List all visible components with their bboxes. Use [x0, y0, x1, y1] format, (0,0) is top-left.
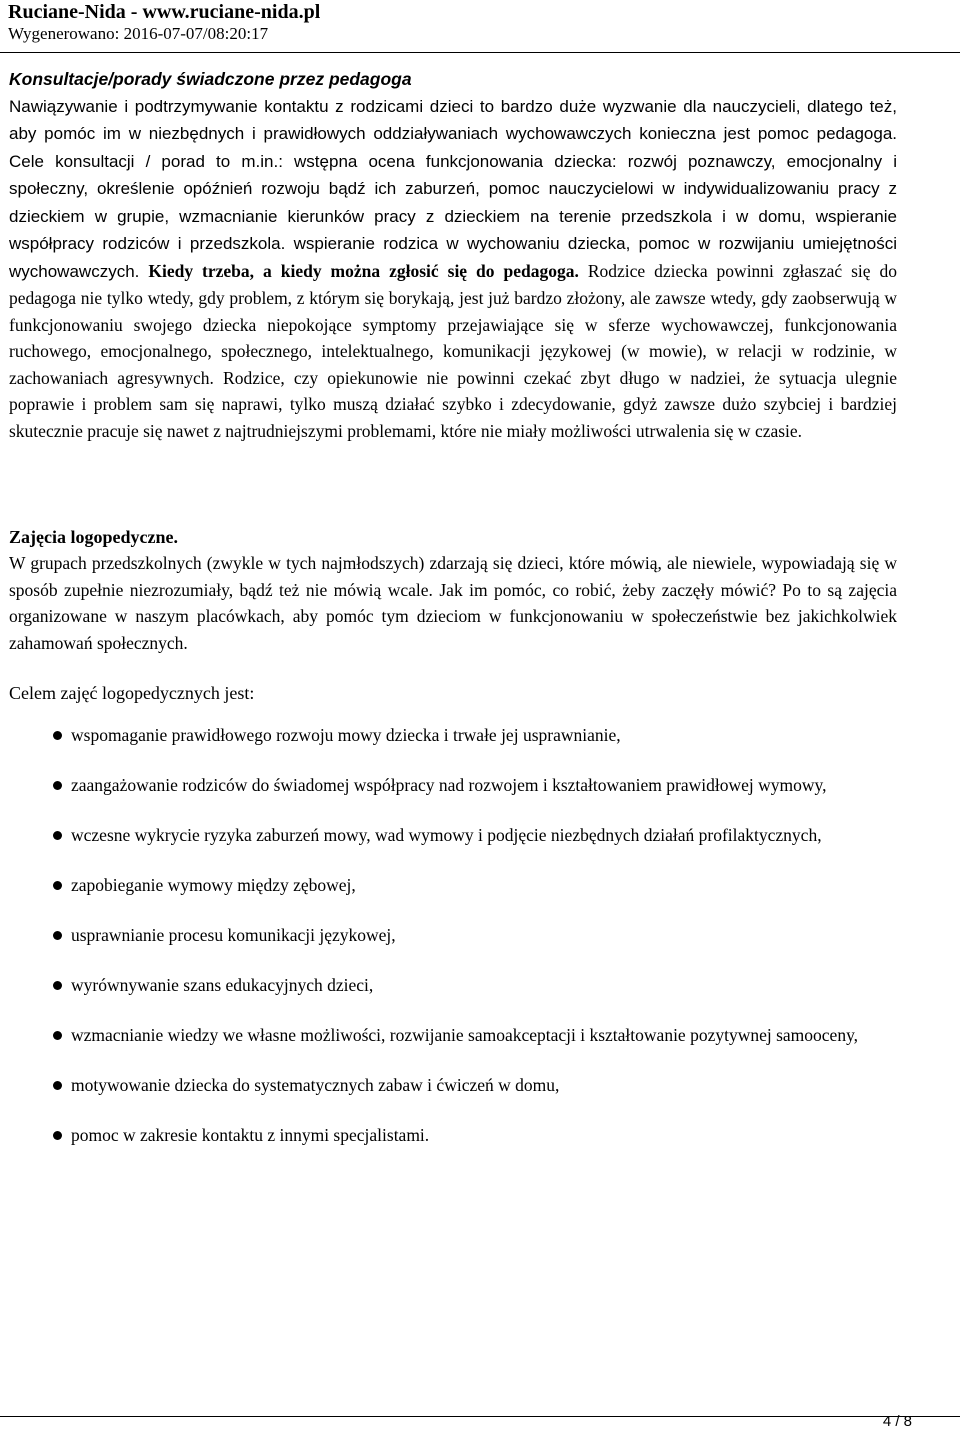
generated-timestamp: Wygenerowano: 2016-07-07/08:20:17 — [8, 24, 269, 43]
bullet-icon — [53, 781, 62, 790]
speech-therapy-paragraph: W grupach przedszkolnych (zwykle w tych najmłodszych) zdarzają się dzieci, które mówią, ale niewiele, wypowiadają się w sposób zupełnie niezrozumiały, bądź też nie mówią wcale. Jak im pomóc, co robić, żeby zaczęły mówić? Po to są zajęcia organizowane w naszym placówkach, aby pomóc tym dzieciom w funkcjonowaniu w społeczeństwie bez jakichkolwiek zahamowań społecznych. — [9, 553, 897, 653]
list-item: wzmacnianie wiedzy we własne możliwości, rozwijanie samoakceptacji i kształtowanie pozytywnej samooceny, — [9, 1022, 897, 1049]
document-content — [9, 66, 897, 1172]
list-item: zaangażowanie rodziców do świadomej współpracy nad rozwojem i kształtowaniem prawidłowej wymowy, — [9, 772, 897, 799]
list-item: wspomaganie prawidłowego rozwoju mowy dziecka i trwałe jej usprawnianie, — [9, 722, 897, 749]
page-header — [0, 0, 960, 53]
bullet-icon — [53, 1131, 62, 1140]
when-to-contact-label: Kiedy trzeba, a kiedy można zgłosić się do pedagoga. — [148, 260, 579, 281]
list-item: zapobieganie wymowy między zębowej, — [9, 872, 897, 899]
consultation-goals: : wstępna ocena funkcjonowania dziecka: rozwój poznawczy, emocjonalny i społeczny, określenie opóźnień rozwoju bądź ich zaburzeń, pomoc nauczycielowi w indywidualizowaniu pracy z dzieckiem w grupie, wzmacnianie kierunków pracy z dzieckiem na terenie przedszkola i w domu, wspieranie współpracy rodziców i przedszkola. wspieranie rodzica w wychowaniu dziecka, pomoc w rozwijaniu umiejętności wychowawczych. — [9, 151, 897, 281]
list-item: wczesne wykrycie ryzyka zaburzeń mowy, wad wymowy i podjęcie niezbędnych działań profilaktycznych, — [9, 822, 897, 849]
page-number: 4 / 8 — [882, 1413, 912, 1430]
page-footer — [0, 1413, 960, 1431]
bullet-icon — [53, 1031, 62, 1040]
list-item: pomoc w zakresie kontaktu z innymi specjalistami. — [9, 1122, 897, 1149]
list-item: wyrównywanie szans edukacyjnych dzieci, — [9, 972, 897, 999]
bullet-icon — [53, 831, 62, 840]
bullet-icon — [53, 881, 62, 890]
consultation-heading: Konsultacje/porady świadczone przez pedagoga — [9, 69, 412, 89]
bullet-icon — [53, 931, 62, 940]
speech-therapy-heading: Zajęcia logopedyczne. — [9, 527, 178, 547]
speech-goals-list — [9, 722, 897, 1149]
speech-goals-heading: Celem zajęć logopedycznych jest: — [9, 683, 255, 703]
site-title: Ruciane-Nida - www.ruciane-nida.pl — [8, 1, 321, 23]
list-item: motywowanie dziecka do systematycznych zabaw i ćwiczeń w domu, — [9, 1072, 897, 1099]
when-to-contact-text: Rodzice dziecka powinni zgłaszać się do pedagoga nie tylko wtedy, gdy problem, z którym się borykają, jest już bardzo złożony, ale zawsze wtedy, gdy zaobserwują w funkcjonowaniu swojego dziecka niepokojące symptomy przejawiające się w sferze wychowawczej, funkcjonowania ruchowego, emocjonalnego, społecznego, intelektualnego, komunikacji językowej (w mowie), w relacji w rodzinie, w zachowaniach agresywnych. Rodzice, czy opiekunowie nie powinni czekać zbyt długo w nadziei, że sytuacja ulegnie poprawie i problem sam się naprawi, tylko muszą działać szybko i zdecydowanie, gdyż zawsze dużo szybciej i bardziej skutecznie pracuje się nawet z najtrudniejszymi problemami, które nie miały możliwości utrwalenia się w czasie. — [9, 260, 898, 441]
list-item: usprawnianie procesu komunikacji językowej, — [9, 922, 897, 949]
bullet-icon — [53, 731, 62, 740]
consultation-paragraph — [9, 93, 897, 445]
bullet-icon — [53, 1081, 62, 1090]
consultation-intro: Nawiązywanie i podtrzymywanie kontaktu z rodzicami dzieci to bardzo duże wyzwanie dla nauczycieli, dlatego też, aby pomóc im w niezbędnych i prawidłowych oddziaływaniach wychowawczych konieczna jest pomoc pedagoga. Cele konsultacji / porad to m.in. — [9, 96, 897, 171]
bullet-icon — [53, 981, 62, 990]
